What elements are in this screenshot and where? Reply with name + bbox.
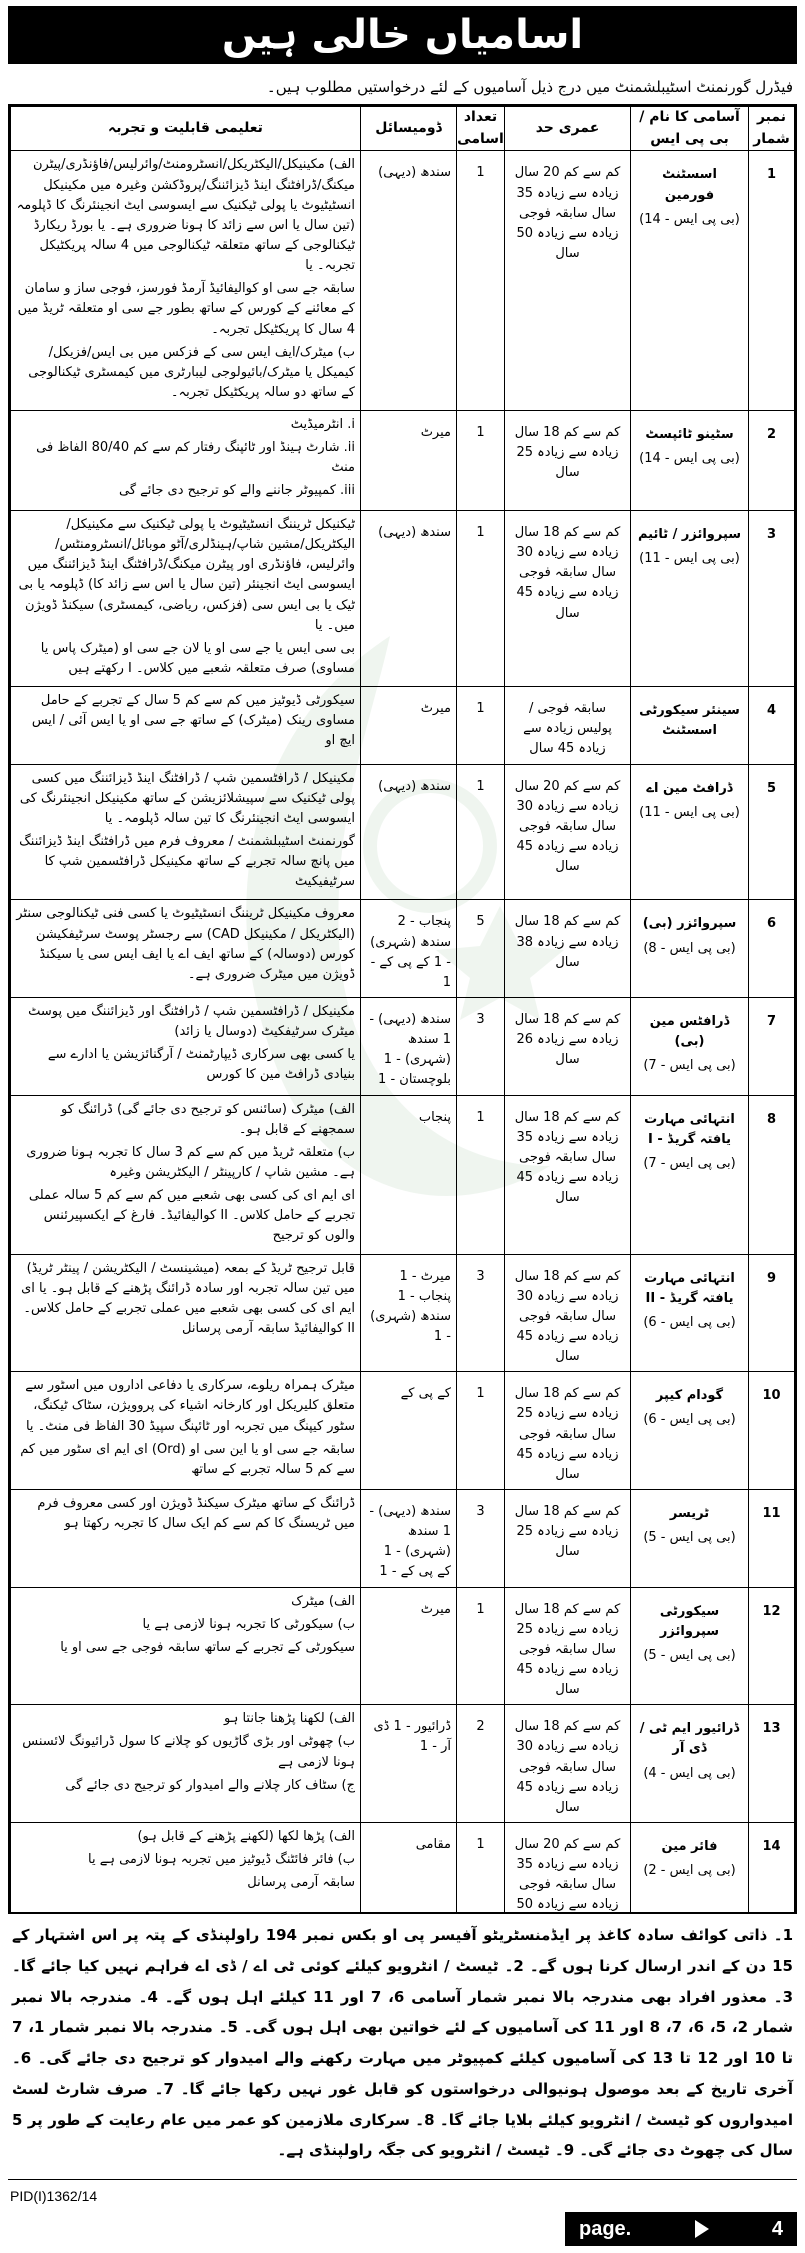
row-qualification [11, 687, 361, 764]
table-row [11, 1372, 795, 1490]
post-scale: (بی پی ایس - 4) [643, 1765, 736, 1781]
table-row [11, 1489, 795, 1587]
row-quantity: 1 [457, 1587, 505, 1705]
row-domicile: میرٹ [361, 1587, 457, 1705]
row-age-limit: کم سے کم 18 سال زیادہ سے زیادہ 25 سال سابقہ فوجی زیادہ سے زیادہ 45 سال [505, 1587, 631, 1705]
row-quantity: 5 [457, 900, 505, 998]
header-qty: تعداد اسامی [457, 107, 505, 151]
row-serial: 7 [749, 998, 795, 1096]
row-age-limit: کم سے کم 18 سال زیادہ سے زیادہ 30 سال سابقہ فوجی زیادہ سے زیادہ 45 سال [505, 1254, 631, 1372]
row-post [631, 687, 749, 764]
qualification-line: ب) فائر فائٹنگ ڈیوٹیز میں تجربہ ہونا لازمی ہے یا [88, 1852, 355, 1868]
row-serial: 12 [749, 1587, 795, 1705]
row-age-limit: کم سے کم 18 سال زیادہ سے زیادہ 35 سال سابقہ فوجی زیادہ سے زیادہ 45 سال [505, 1095, 631, 1254]
page-number: 4 [771, 2217, 783, 2240]
row-quantity: 1 [457, 687, 505, 764]
qualification-line: سیکورٹی کے تجربے کے ساتھ سابقہ فوجی جے سی او یا [60, 1639, 355, 1655]
table-row [11, 687, 795, 764]
post-name: ڈرافٹس مین (بی) [649, 1014, 730, 1050]
post-name: ڈرافٹ مین اے [646, 780, 733, 796]
post-scale: (بی پی ایس - 11) [639, 804, 740, 820]
row-quantity: 1 [457, 1822, 505, 1914]
row-serial: 6 [749, 900, 795, 998]
row-post [631, 1822, 749, 1914]
header-domicile: ڈومیسائل [361, 107, 457, 151]
post-scale: (بی پی ایس - 14) [639, 211, 740, 227]
table-row [11, 1587, 795, 1705]
post-name: انتہائی مہارت یافتہ گریڈ - II [644, 1270, 735, 1306]
row-serial: 10 [749, 1372, 795, 1490]
post-name: گودام کیپر [655, 1388, 724, 1404]
row-quantity: 1 [457, 511, 505, 687]
page-footer [565, 2212, 797, 2246]
qualification-line: الف) میٹرک [291, 1593, 355, 1609]
row-domicile: سندھ (دیہی) - 1 سندھ (شہری) - 1 بلوچستان - 1 [361, 998, 457, 1096]
header-qualification: تعلیمی قابلیت و تجربہ [11, 107, 361, 151]
post-scale: (بی پی ایس - 6) [643, 1412, 736, 1428]
row-quantity: 3 [457, 1489, 505, 1587]
row-quantity: 2 [457, 1705, 505, 1823]
qualification-line: ج) سٹاف کار چلانے والے امیدوار کو ترجیح دی جائے گی [65, 1777, 355, 1793]
header-age: عمری حد [505, 107, 631, 151]
qualification-line: بی سی ایس یا جے سی او یا لان جے سی او (میٹرک پاس یا مساوی) صرف متعلقہ شعبے میں کلاس۔ I رکھتے ہیں [40, 640, 355, 677]
row-post [631, 151, 749, 411]
qualification-line: ب) سیکورٹی کا تجربہ ہونا لازمی ہے یا [142, 1616, 355, 1632]
qualification-line: سیکورٹی ڈیوٹیز میں کم سے کم 5 سال کے تجربے کے حامل مساوی رینک (میٹرک) کے ساتھ جے سی او یا ایس آئی / ایس ایچ او [31, 693, 355, 749]
post-name: فائر مین [661, 1838, 718, 1854]
row-age-limit: کم سے کم 18 سال زیادہ سے زیادہ 30 سال سابقہ فوجی زیادہ سے زیادہ 45 سال [505, 1705, 631, 1823]
post-scale: (بی پی ایس - 7) [643, 1058, 736, 1074]
row-age-limit: کم سے کم 18 سال زیادہ سے زیادہ 38 سال [505, 900, 631, 998]
table-row [11, 1705, 795, 1823]
arrow-right-icon [695, 2220, 709, 2238]
qualification-line: ڈرائنگ کے ساتھ میٹرک سیکنڈ ڈویژن اور کسی معروف فرم میں ٹریسنگ کا کم سے کم ایک سال کا تجربہ رکھتا ہو [37, 1495, 355, 1532]
post-scale: (بی پی ایس - 8) [643, 940, 736, 956]
row-age-limit: کم سے کم 18 سال زیادہ سے زیادہ 26 سال [505, 998, 631, 1096]
post-name: اسسٹنٹ فورمین [662, 167, 717, 203]
qualification-line: الف) میٹرک (سائنس کو ترجیح دی جائے گی) ڈرائنگ کو سمجھنے کے قابل ہو۔ [60, 1101, 355, 1137]
row-age-limit: کم سے کم 18 سال زیادہ سے زیادہ 30 سال سابقہ فوجی زیادہ سے زیادہ 45 سال [505, 511, 631, 687]
post-scale: (بی پی ایس - 14) [639, 451, 740, 467]
vacancies-table [10, 106, 795, 1914]
table-row [11, 511, 795, 687]
post-scale: (بی پی ایس - 5) [643, 1647, 736, 1663]
row-qualification [11, 1822, 361, 1914]
row-qualification [11, 511, 361, 687]
row-age-limit: کم سے کم 18 سال زیادہ سے زیادہ 25 سال سابقہ فوجی زیادہ سے زیادہ 45 سال [505, 1372, 631, 1490]
row-age-limit: کم سے کم 20 سال زیادہ سے زیادہ 35 سال سابقہ فوجی زیادہ سے زیادہ 50 سال [505, 151, 631, 411]
intro-text: فیڈرل گورنمنٹ اسٹیبلشمنٹ میں درج ذیل آسامیوں کے لئے درخواستیں مطلوب ہیں۔ [266, 78, 793, 96]
qualification-line: ب) میٹرک/ایف ایس سی کے فزکس میں بی ایس/فزیکل/کیمیکل یا میٹرک/بائیولوجی لیبارٹری میں کیمسٹری ٹیکنالوجی کے ساتھ دو سالہ پریکٹیکل تجربہ۔ [28, 344, 355, 400]
post-scale: (بی پی ایس - 7) [643, 1155, 736, 1171]
qualification-line: الف) مکینیکل/الیکٹریکل/انسٹرومنٹ/وائرلیس/فاؤنڈری/پیٹرن میکنگ/ڈرافٹنگ اینڈ ڈیزائننگ/پروڈکشن وغیرہ میں مکینیکل انسٹیٹیوٹ یا پولی ٹیکنیک سے ایسوسی ایٹ انجینئرنگ کا ڈپلومہ (تین سال یا اس سے زائد کا ہونا ضروری ہے۔ یا بورڈ ریکارڈ ٹیکنالوجی کے ساتھ متعلقہ ٹیکنالوجی میں 4 سالہ پریکٹیکل تجربہ۔ یا [16, 157, 355, 274]
qualification-line: الف) پڑھا لکھا (لکھنے پڑھنے کے قابل ہو) [137, 1828, 355, 1844]
post-name: انتہائی مہارت یافتہ گریڈ - I [644, 1111, 735, 1147]
qualification-line: سابقہ آرمی پرسانل [247, 1875, 355, 1891]
row-domicile: ڈرائیور - 1 ڈی آر - 1 [361, 1705, 457, 1823]
row-qualification [11, 900, 361, 998]
qualification-line: سابقہ جے سی او یا این سی او (Ord) ای ایم ای سٹور میں کم سے کم 5 سالہ تجربے کے ساتھ [20, 1441, 355, 1477]
row-quantity: 1 [457, 151, 505, 411]
post-scale: (بی پی ایس - 5) [643, 1530, 736, 1546]
row-post [631, 998, 749, 1096]
row-qualification [11, 1705, 361, 1823]
post-name: سپروائزر (بی) [642, 916, 737, 932]
table-row [11, 1254, 795, 1372]
row-qualification [11, 1254, 361, 1372]
row-post [631, 411, 749, 511]
vacancies-table-frame [8, 104, 797, 1914]
row-domicile: سندھ (دیہی) [361, 151, 457, 411]
qualification-line: معروف مکینیکل ٹریننگ انسٹیٹیوٹ یا کسی فنی ٹیکنالوجی سنٹر (الیکٹریکل / مکینیکل CAD) سے رجسٹر پوسٹ سرٹیفکیشن کورس (دوسالہ) کے ساتھ ایف اے یا ایف ایس سی یا سیکنڈ ڈویژن میں میٹرک ضروری ہے۔ [16, 906, 355, 982]
qualification-line: ٹیکنیکل ٹریننگ انسٹیٹیوٹ یا پولی ٹیکنیک سے مکینیکل/الیکٹریکل/مشین شاپ/ہینڈلری/آٹو موبائل/انسٹرومنٹس/وائرلیس، فاؤنڈری اور پیٹرن میکنگ/ڈرافٹنگ اینڈ ڈیزائننگ میں ایسوسی ایٹ انجینئر (تین سال یا اس سے زائد کا) ڈپلومہ یا بی ٹیک یا بی ایس سی (فزکس، ریاضی، کیمسٹری) سیکنڈ ڈویژن میں۔ یا [18, 517, 355, 633]
row-domicile: مقامی [361, 1822, 457, 1914]
row-qualification [11, 998, 361, 1096]
table-row [11, 151, 795, 411]
table-row [11, 1822, 795, 1914]
row-age-limit: کم سے کم 20 سال زیادہ سے زیادہ 30 سال سابقہ فوجی زیادہ سے زیادہ 45 سال [505, 764, 631, 900]
post-name: ٹریسر [669, 1505, 710, 1521]
row-qualification [11, 411, 361, 511]
qualification-line: i. انٹرمیڈیٹ [290, 417, 355, 433]
row-serial: 3 [749, 511, 795, 687]
pid-number: PID(I)1362/14 [10, 2188, 98, 2204]
qualification-line: گورنمنٹ اسٹیبلشمنٹ / معروف فرم میں ڈرافٹنگ اینڈ ڈیزائننگ میں پانچ سالہ تجربے کے ساتھ مکینیکل ڈرافٹسمین شپ کا سرٹیفیکیٹ [19, 834, 355, 890]
row-post [631, 900, 749, 998]
qualification-line: ب) متعلقہ ٹریڈ میں کم سے کم 3 سال کا تجربہ ہونا ضروری ہے۔ مشین شاپ / کارپینٹر / الیکٹریشن وغیرہ [26, 1144, 355, 1180]
row-post [631, 1705, 749, 1823]
row-post [631, 1489, 749, 1587]
row-qualification [11, 1587, 361, 1705]
row-quantity: 1 [457, 1095, 505, 1254]
row-quantity: 1 [457, 1372, 505, 1490]
row-quantity: 3 [457, 998, 505, 1096]
qualification-line: قابل ترجیح ٹریڈ کے بمعہ (میشینسٹ / الیکٹریشن / پینٹر ٹریڈ) میں تین سالہ تجربہ اور سادہ ڈرائنگ پڑھنے کے قابل ہو۔ یا ای ایم ای کی کسی بھی شعبے میں عملی تجربے کے حامل کلاس۔ II کوالیفائیڈ سابقہ آرمی پرسانل [21, 1260, 355, 1336]
row-age-limit: کم سے کم 18 سال زیادہ سے زیادہ 25 سال [505, 1489, 631, 1587]
page-title: اسامیاں خالی ہیں [221, 12, 584, 58]
row-quantity: 1 [457, 764, 505, 900]
table-row [11, 1095, 795, 1254]
qualification-line: الف) لکھنا پڑھنا جانتا ہو [223, 1711, 355, 1727]
terms-and-conditions: 1۔ ذاتی کوائف سادہ کاغذ پر ایڈمنسٹریٹو آفیسر پی او بکس نمبر 194 راولپنڈی کے پتہ پر اس اشتہار کے 15 دن کے اندر ارسال کرنا ہوں گے۔ 2۔ ٹیسٹ / انٹرویو کیلئے کوئی ٹی اے / ڈی اے فراہم نہیں کیا جائے گا۔ 3۔ معذور افراد بھی مندرجہ بالا نمبر شمار آسامی 6، 7 اور 11 کیلئے اہل ہوں گے۔ 4۔ مندرجہ بالا نمبر شمار 2، 5، 6، 7، 8 اور 11 کی آسامیوں کے لئے خواتین بھی اہل ہوں گی۔ 5۔ مندرجہ بالا نمبر شمار 1، 7 تا 10 اور 12 تا 13 کی آسامیوں کیلئے کمپیوٹر میں مہارت رکھنے والے امیدوار کو ترجیح دی جائے گی۔ 6۔ آخری تاریخ کے بعد موصول ہونیوالی درخواستوں کو قابل غور نہیں رکھا جائے گا۔ 7۔ صرف شارٹ لسٹ امیدواروں کو ٹیسٹ / انٹرویو کیلئے بلایا جائے گا۔ 8۔ سرکاری ملازمین کو عمر میں عام رعایت کے طور پر 5 سال کی چھوٹ دی جائے گی۔ 9۔ ٹیسٹ / انٹرویو کی جگہ راولپنڈی ہے۔ [8, 1920, 797, 2180]
row-qualification [11, 1095, 361, 1254]
row-post [631, 764, 749, 900]
row-post [631, 1095, 749, 1254]
row-domicile: سندھ (دیہی) [361, 511, 457, 687]
qualification-line: یا کسی بھی سرکاری ڈیپارٹمنٹ / آرگنائزیشن یا ادارے سے بنیادی ڈرافٹ مین کا کورس [47, 1047, 355, 1083]
row-domicile: میرٹ [361, 687, 457, 764]
row-domicile: میرٹ [361, 411, 457, 511]
post-name: سپروائزر / ٹائیم [637, 527, 742, 543]
row-qualification [11, 1489, 361, 1587]
qualification-line: ii. شارٹ ہینڈ اور ٹائپنگ رفتار کم سے کم 80/40 الفاظ فی منٹ [36, 440, 355, 476]
row-serial: 4 [749, 687, 795, 764]
post-scale: (بی پی ایس - 2) [643, 1863, 736, 1879]
row-qualification [11, 1372, 361, 1490]
row-domicile: سندھ (دیہی) - 1 سندھ (شہری) - 1 کے پی کے - 1 [361, 1489, 457, 1587]
row-quantity: 1 [457, 411, 505, 511]
row-serial: 11 [749, 1489, 795, 1587]
qualification-line: iii. کمپیوٹر جاننے والے کو ترجیح دی جائے گی [119, 483, 355, 499]
qualification-line: مکینیکل / ڈرافٹسمین شپ / ڈرافٹنگ اینڈ ڈیزائننگ میں کسی پولی ٹیکنیک سے سپیشلائزیشن کے ساتھ مکینیکل انجینئرنگ کی ایسوسی ایٹ انجینئرنگ کا تین سالہ ڈپلومہ۔ یا [19, 770, 355, 826]
row-serial: 8 [749, 1095, 795, 1254]
row-post [631, 1587, 749, 1705]
post-scale: (بی پی ایس - 6) [643, 1314, 736, 1330]
post-name: سٹینو ٹائپسٹ [645, 427, 734, 443]
row-domicile: پنجاب [361, 1095, 457, 1254]
row-post [631, 1254, 749, 1372]
row-post [631, 1372, 749, 1490]
row-serial: 5 [749, 764, 795, 900]
qualification-line: ای ایم ای کی کسی بھی شعبے میں کم سے کم 5 سالہ عملی تجربے کے حامل کلاس۔ II کوالیفائیڈ۔ فارغ کے ایکسپیرئنس والوں کو ترجیح [28, 1188, 355, 1244]
table-header-row [11, 107, 795, 151]
row-domicile: کے پی کے [361, 1372, 457, 1490]
row-post [631, 511, 749, 687]
row-quantity: 3 [457, 1254, 505, 1372]
row-age-limit: کم سے کم 18 سال زیادہ سے زیادہ 25 سال [505, 411, 631, 511]
table-row [11, 900, 795, 998]
table-row [11, 764, 795, 900]
table-row [11, 411, 795, 511]
row-serial: 14 [749, 1822, 795, 1914]
qualification-line: میٹرک ہمراہ ریلوے، سرکاری یا دفاعی اداروں میں اسٹور سے متعلق کلیریکل اور کارخانہ اشیاء کی پروویژن، سٹاک ٹیکنگ، سٹور کیپنگ میں تجربہ اور ٹائپنگ سپیڈ 30 الفاظ فی منٹ۔ یا [25, 1378, 355, 1434]
row-serial: 9 [749, 1254, 795, 1372]
table-row [11, 998, 795, 1096]
row-age-limit: کم سے کم 20 سال زیادہ سے زیادہ 35 سال سابقہ فوجی زیادہ سے زیادہ 50 [505, 1822, 631, 1914]
post-scale: (بی پی ایس - 11) [639, 551, 740, 567]
post-name: سیکورٹی سپروائزر [659, 1603, 720, 1639]
row-domicile: سندھ (دیہی) [361, 764, 457, 900]
row-serial: 2 [749, 411, 795, 511]
row-qualification [11, 764, 361, 900]
header-serial: نمبر شمار [749, 107, 795, 151]
qualification-line: سابقہ جے سی او کوالیفائیڈ آرمڈ فورسز، فوجی ساز و سامان کے معائنے کے کورس کے ساتھ بطور جے سی او متعلقہ ٹریڈ میں 4 سال کا پریکٹیکل تجربہ۔ [17, 281, 355, 337]
row-domicile: پنجاب - 2 سندھ (شہری) - 1 کے پی کے - 1 [361, 900, 457, 998]
post-name: سینئر سیکورٹی اسسٹنٹ [639, 703, 740, 739]
row-serial: 1 [749, 151, 795, 411]
row-serial: 13 [749, 1705, 795, 1823]
qualification-line: مکینیکل / ڈرافٹسمین شپ / ڈرافٹنگ اور ڈیزائننگ میں پوسٹ میٹرک سرٹیفکیٹ (دوسال یا زائد) [28, 1004, 355, 1040]
row-domicile: میرٹ - 1 پنجاب - 1 سندھ (شہری) - 1 [361, 1254, 457, 1372]
post-name: ڈرائیور ایم ٹی / ڈی آر [639, 1721, 740, 1757]
row-age-limit: سابقہ فوجی / پولیس زیادہ سے زیادہ 45 سال [505, 687, 631, 764]
page-label: page. [579, 2217, 632, 2240]
vacancies-banner [8, 6, 797, 64]
row-qualification [11, 151, 361, 411]
qualification-line: ب) چھوٹی اور بڑی گاڑیوں کو چلانے کا سول ڈرائیونگ لائسنس ہونا لازمی ہے [22, 1734, 355, 1770]
header-post: آسامی کا نام / بی پی ایس [631, 107, 749, 151]
